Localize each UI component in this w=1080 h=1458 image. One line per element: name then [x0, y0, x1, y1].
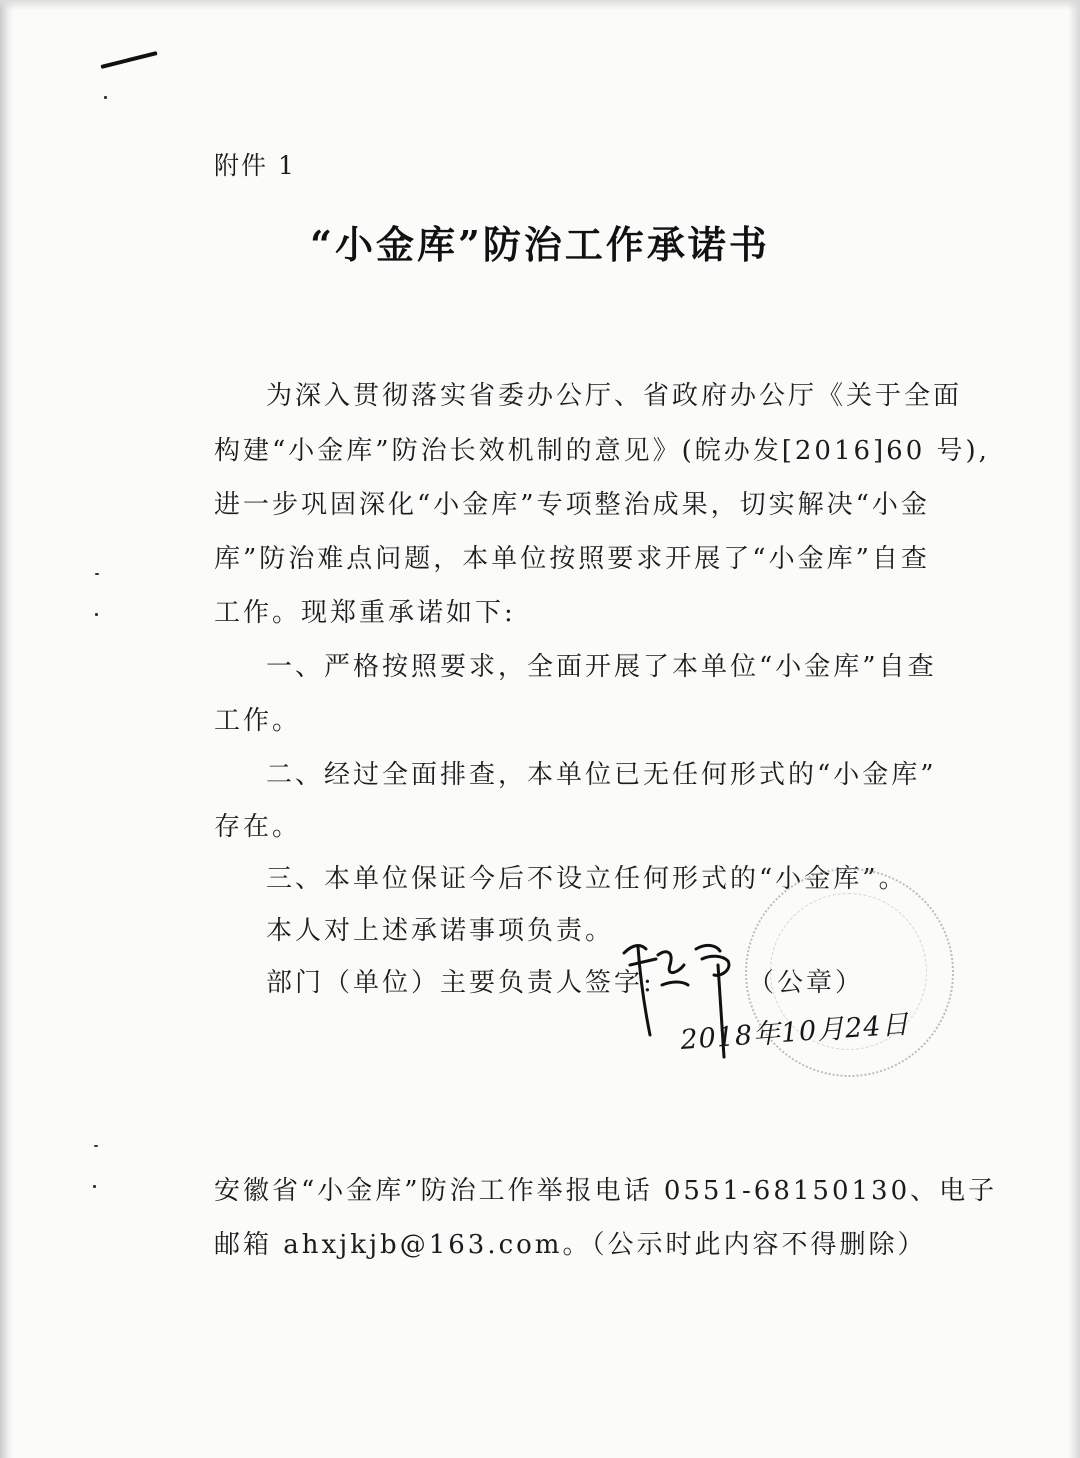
- signature-label: 部门（单位）主要负责人签字:: [266, 968, 655, 998]
- body-line: 工作。现郑重承诺如下:: [214, 598, 516, 628]
- commitment-item-3: 三、本单位保证今后不设立任何形式的“小金库”。: [266, 864, 908, 894]
- footer-line: 邮箱 ahxjkjb@163.com。（公示时此内容不得删除）: [214, 1230, 927, 1260]
- body-line: 进一步巩固深化“小金库”专项整治成果，切实解决“小金: [214, 490, 930, 520]
- body-line: 为深入贯彻落实省委办公厅、省政府办公厅《关于全面: [266, 381, 963, 411]
- scan-edge-top: [0, 0, 1080, 10]
- body-line: 库”防治难点问题，本单位按照要求开展了“小金库”自查: [214, 544, 930, 574]
- pen-mark: [100, 51, 157, 69]
- body-line: 构建“小金库”防治长效机制的意见》(皖办发[2016]60 号),: [214, 436, 990, 466]
- document-title: “小金库”防治工作承诺书: [310, 222, 770, 267]
- scan-speck: [93, 1185, 96, 1188]
- footer-line: 安徽省“小金库”防治工作举报电话 0551-68150130、电子: [214, 1176, 998, 1206]
- handwritten-date: 2018年10月24日: [679, 1009, 911, 1056]
- scan-speck: [95, 573, 99, 575]
- body-line: 存在。: [214, 812, 302, 842]
- responsibility-statement: 本人对上述承诺事项负责。: [266, 916, 615, 946]
- commitment-item-1: 一、严格按照要求，全面开展了本单位“小金库”自查: [266, 652, 937, 682]
- attachment-label: 附件 1: [214, 151, 296, 180]
- body-line: 工作。: [214, 706, 302, 736]
- scan-speck: [95, 613, 98, 616]
- seal-label: （公章）: [748, 968, 865, 998]
- commitment-item-2: 二、经过全面排查，本单位已无任何形式的“小金库”: [266, 760, 937, 790]
- scan-speck: [104, 96, 107, 99]
- scan-speck: [94, 1145, 98, 1147]
